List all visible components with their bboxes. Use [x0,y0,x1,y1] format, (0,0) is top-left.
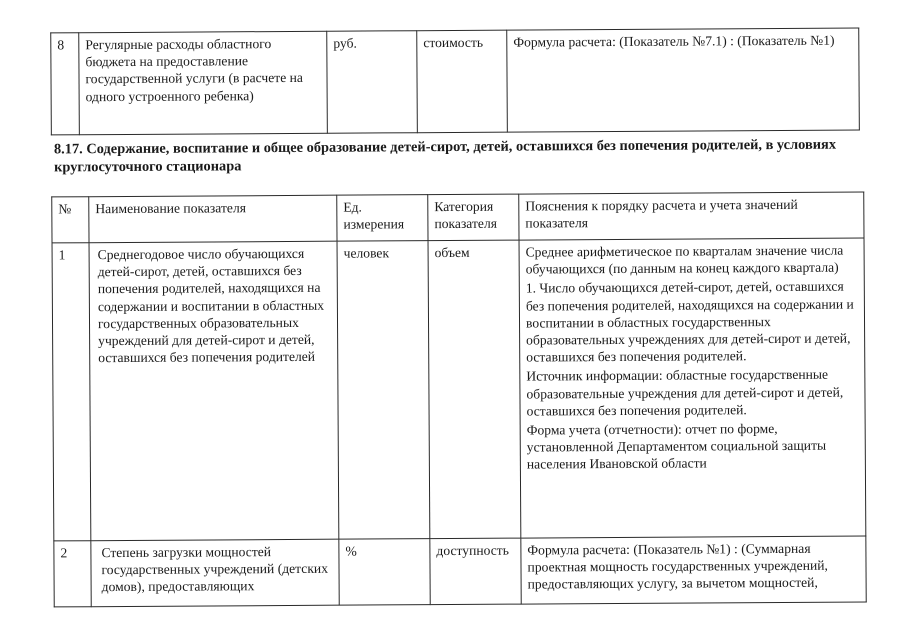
row-number: 1 [52,243,91,541]
explanation-paragraph: Форма учета (отчетности): отчет по форме, установленной Департаментом социальной защиты населения Ивановской области [526,421,827,472]
indicator-unit: руб. [327,31,418,134]
explanation-paragraph: Среднее арифметическое по кварталам значение числа обучающихся (по данным на конец каждого квартала) [525,242,844,277]
header-category: Категория показателя [428,194,519,241]
header-number: № [52,197,89,243]
table-header-row [52,192,864,243]
continued-indicator-table [50,27,860,135]
header-unit: Ед. измерения [337,195,428,242]
indicator-category: объем [428,240,521,539]
explanation-paragraph: 1. Число обучающихся детей-сирот, детей, оставшихся без попечения родителей, находящихся на содержании и воспитании в областных государственных образовательных учреждениях для детей-сирот и детей, оставшихся без попечения родителей. [525,279,854,365]
indicator-explanation: Формула расчета: (Показатель №1) : (Суммарная проектная мощность государственных учреждений, предоставляющих услугу, за вычетом мощностей, [521,536,866,604]
indicator-unit: человек [337,241,430,540]
row-number: 2 [54,541,91,607]
indicator-category: доступность [430,538,521,605]
indicator-explanation: Формула расчета: (Показатель №7.1) : (Показатель №1) [507,28,860,132]
section-heading: 8.17. Содержание, воспитание и общее образование детей-сирот, детей, оставшихся без попечения родителей, в условиях круглосуточного стационара [53,136,837,175]
table-row [52,238,866,541]
indicators-table [51,191,866,607]
row-number: 8 [51,33,80,135]
table-row [54,536,866,607]
indicator-explanation [519,238,866,538]
explanation-paragraph: Источник информации: областные государственные образовательные учреждения для детей-сирот и детей, оставшихся без попечения родителей. [526,367,844,419]
indicator-name: Степень загрузки мощностей государственных учреждений (детских домов), предоставляющих [91,539,339,607]
indicator-unit: % [339,539,430,606]
indicator-name: Регулярные расходы областного бюджета на предоставление государственной услуги (в расчете на одного устроенного ребенка) [79,31,328,135]
header-name: Наименование показателя [89,195,337,243]
header-explanation: Пояснения к порядку расчета и учета значений показателя [519,192,864,240]
table-row [51,28,860,135]
indicator-name: Среднегодовое число обучающихся детей-сирот, детей, оставшихся без попечения родителей, находящихся на содержании и воспитании в областных государственных образовательных учреждений для детей-сирот и детей, оставшихся без попечения родителей [89,241,339,541]
indicator-category: стоимость [417,30,508,133]
